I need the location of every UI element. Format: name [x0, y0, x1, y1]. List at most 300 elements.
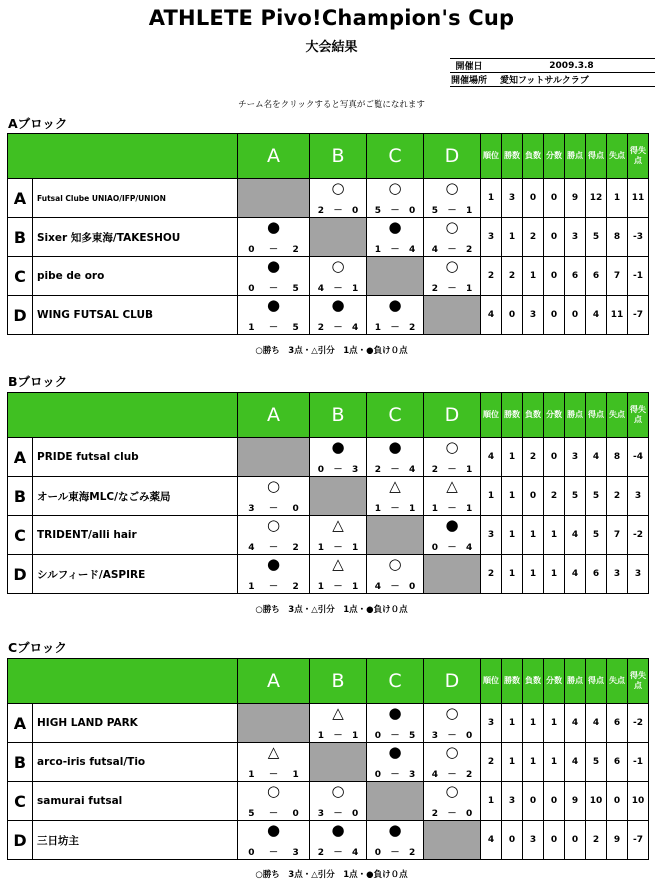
- stat-value: 11: [607, 296, 628, 335]
- stat-value: 2: [523, 218, 544, 257]
- score-dash: －: [447, 504, 457, 514]
- result-cell: [424, 743, 481, 782]
- self-match-cell: [424, 296, 481, 335]
- stat-header: 失点: [607, 134, 628, 179]
- score: [238, 323, 309, 333]
- column-header-c: C: [367, 393, 424, 438]
- score-against: 4: [465, 543, 473, 553]
- score-for: 1: [431, 504, 438, 514]
- loss-icon: ●: [266, 821, 281, 839]
- stat-value: 1: [544, 516, 565, 555]
- stat-header: 得失点: [628, 134, 649, 179]
- win-icon: ○: [331, 782, 345, 800]
- score-dash: －: [390, 770, 400, 780]
- block-title: Aブロック: [8, 116, 68, 131]
- score-dash: －: [390, 582, 400, 592]
- score: [238, 770, 309, 780]
- result-cell: [238, 555, 310, 594]
- venue-row: [450, 72, 655, 87]
- stat-value: -1: [628, 257, 649, 296]
- score-against: 0: [292, 504, 299, 514]
- column-header-b: B: [310, 659, 367, 704]
- stat-value: 4: [565, 743, 586, 782]
- stat-header: 負数: [523, 134, 544, 179]
- self-match-cell: [310, 218, 367, 257]
- result-cell: [310, 704, 367, 743]
- score-against: 1: [465, 504, 473, 514]
- result-cell: [424, 782, 481, 821]
- stat-value: 0: [502, 296, 523, 335]
- row-letter: C: [8, 782, 33, 821]
- score-for: 3: [248, 504, 255, 514]
- stat-value: 6: [586, 257, 607, 296]
- score-against: 1: [351, 731, 359, 741]
- stat-value: 5: [586, 516, 607, 555]
- score-dash: －: [268, 809, 278, 819]
- score-against: 2: [292, 245, 299, 255]
- score-dash: －: [447, 245, 457, 255]
- stat-header: 分数: [544, 659, 565, 704]
- stat-value: 4: [565, 516, 586, 555]
- self-match-cell: [367, 257, 424, 296]
- score: [424, 770, 480, 780]
- table-row: [8, 821, 649, 860]
- stat-value: 4: [586, 438, 607, 477]
- win-icon: ○: [445, 438, 459, 456]
- self-match-cell: [238, 704, 310, 743]
- self-match-cell: [367, 782, 424, 821]
- draw-icon: △: [389, 477, 401, 495]
- stat-value: 8: [607, 218, 628, 257]
- stat-value: 4: [565, 555, 586, 594]
- result-cell: [367, 477, 424, 516]
- score-against: 0: [465, 809, 473, 819]
- row-letter: A: [8, 438, 33, 477]
- stat-value: 3: [481, 218, 502, 257]
- row-letter: D: [8, 296, 33, 335]
- stat-value: -2: [628, 704, 649, 743]
- stat-value: 8: [607, 438, 628, 477]
- self-match-cell: [367, 516, 424, 555]
- score-dash: －: [447, 809, 457, 819]
- score: [367, 206, 423, 216]
- stat-value: 1: [502, 477, 523, 516]
- team-name-link[interactable]: シルフィード/ASPIRE: [33, 555, 238, 594]
- win-icon: ○: [445, 704, 459, 722]
- score: [238, 543, 309, 553]
- score-dash: －: [268, 848, 278, 858]
- score-against: 1: [351, 284, 359, 294]
- block-title: Bブロック: [8, 374, 68, 389]
- score-dash: －: [268, 245, 278, 255]
- result-cell: [424, 704, 481, 743]
- draw-icon: △: [332, 704, 344, 722]
- score: [424, 543, 480, 553]
- score: [310, 284, 366, 294]
- stat-value: 3: [565, 218, 586, 257]
- table-row: [8, 782, 649, 821]
- score-for: 2: [431, 284, 438, 294]
- team-name-link[interactable]: 三日坊主: [33, 821, 238, 860]
- stat-value: -4: [628, 438, 649, 477]
- result-legend: ○勝ち 3点・△引分 1点・●負け０点: [255, 870, 408, 880]
- column-header-b: B: [310, 393, 367, 438]
- row-letter: A: [8, 704, 33, 743]
- score: [367, 504, 423, 514]
- team-name-link[interactable]: arco-iris futsal/Tio: [33, 743, 238, 782]
- click-note: チーム名をクリックすると写真がご覧になれます: [238, 100, 425, 110]
- win-icon: ○: [445, 743, 459, 761]
- stat-value: 0: [544, 782, 565, 821]
- score-dash: －: [447, 770, 457, 780]
- stat-value: 11: [628, 179, 649, 218]
- score-for: 2: [317, 206, 324, 216]
- stat-value: 10: [628, 782, 649, 821]
- score-against: 1: [351, 543, 359, 553]
- stat-value: 5: [586, 477, 607, 516]
- stat-value: 6: [607, 704, 628, 743]
- self-match-cell: [310, 477, 367, 516]
- loss-icon: ●: [266, 218, 281, 236]
- stat-value: 4: [586, 704, 607, 743]
- stat-value: 0: [544, 179, 565, 218]
- score-against: 5: [292, 323, 299, 333]
- result-cell: [238, 218, 310, 257]
- score: [238, 582, 309, 592]
- score-for: 2: [431, 809, 438, 819]
- stat-value: 0: [607, 782, 628, 821]
- score-dash: －: [390, 323, 400, 333]
- stat-value: 6: [607, 743, 628, 782]
- score-dash: －: [333, 465, 343, 475]
- column-header-b: B: [310, 134, 367, 179]
- loss-icon: ●: [266, 257, 281, 275]
- result-cell: [367, 555, 424, 594]
- loss-icon: ●: [445, 516, 459, 534]
- stat-value: 0: [502, 821, 523, 860]
- table-row: [8, 257, 649, 296]
- score-for: 0: [374, 731, 381, 741]
- row-letter: B: [8, 218, 33, 257]
- stat-value: 0: [544, 218, 565, 257]
- score: [367, 465, 423, 475]
- loss-icon: ●: [331, 296, 345, 314]
- stat-header: 勝数: [502, 393, 523, 438]
- score-dash: －: [333, 848, 343, 858]
- score: [424, 245, 480, 255]
- score-for: 4: [317, 284, 324, 294]
- result-cell: [310, 516, 367, 555]
- score-for: 1: [374, 504, 381, 514]
- loss-icon: ●: [388, 704, 402, 722]
- result-cell: [367, 218, 424, 257]
- score-against: 2: [465, 245, 473, 255]
- stat-value: 2: [523, 438, 544, 477]
- result-cell: [310, 438, 367, 477]
- stat-header: 分数: [544, 134, 565, 179]
- score: [424, 465, 480, 475]
- score-for: 2: [317, 848, 324, 858]
- score-for: 0: [374, 770, 381, 780]
- stat-value: 3: [502, 179, 523, 218]
- stat-header: 勝点: [565, 659, 586, 704]
- stat-value: -2: [628, 516, 649, 555]
- stat-value: -1: [628, 743, 649, 782]
- loss-icon: ●: [331, 438, 345, 456]
- stat-value: 9: [565, 179, 586, 218]
- score-against: 3: [351, 465, 359, 475]
- stat-value: 1: [481, 179, 502, 218]
- stat-header: 分数: [544, 393, 565, 438]
- score-for: 2: [431, 465, 438, 475]
- score-dash: －: [447, 465, 457, 475]
- stat-value: 4: [481, 438, 502, 477]
- stat-header: 失点: [607, 393, 628, 438]
- header-row: [8, 659, 649, 704]
- stat-value: 9: [565, 782, 586, 821]
- score-dash: －: [268, 582, 278, 592]
- result-cell: [238, 782, 310, 821]
- score: [367, 582, 423, 592]
- stat-value: 1: [481, 782, 502, 821]
- row-letter: D: [8, 821, 33, 860]
- result-cell: [424, 516, 481, 555]
- date-value: 2009.3.8: [549, 60, 594, 71]
- score-dash: －: [268, 323, 278, 333]
- score-against: 1: [465, 284, 473, 294]
- score-dash: －: [333, 206, 343, 216]
- header-corner: [8, 393, 238, 438]
- team-name-link[interactable]: PRIDE futsal club: [33, 438, 238, 477]
- score-dash: －: [390, 848, 400, 858]
- column-header-d: D: [424, 659, 481, 704]
- team-name-link[interactable]: Sixer 知多東海/TAKESHOU: [33, 218, 238, 257]
- score-for: 1: [317, 582, 324, 592]
- table-row: [8, 704, 649, 743]
- stat-value: 0: [523, 782, 544, 821]
- result-cell: [238, 257, 310, 296]
- score-against: 4: [351, 848, 359, 858]
- score-for: 1: [374, 245, 381, 255]
- stat-value: 0: [565, 821, 586, 860]
- score-dash: －: [390, 465, 400, 475]
- score: [424, 284, 480, 294]
- score: [310, 848, 366, 858]
- header-row: [8, 393, 649, 438]
- score-dash: －: [447, 543, 457, 553]
- stat-value: 0: [544, 438, 565, 477]
- result-cell: [424, 477, 481, 516]
- table-row: [8, 179, 649, 218]
- column-header-d: D: [424, 393, 481, 438]
- stat-value: 3: [481, 516, 502, 555]
- self-match-cell: [310, 743, 367, 782]
- team-name-link[interactable]: HIGH LAND PARK: [33, 704, 238, 743]
- stat-header: 順位: [481, 659, 502, 704]
- loss-icon: ●: [388, 296, 402, 314]
- stat-header: 順位: [481, 134, 502, 179]
- result-cell: [367, 438, 424, 477]
- score-dash: －: [447, 284, 457, 294]
- score-dash: －: [333, 582, 343, 592]
- win-icon: ○: [445, 782, 459, 800]
- score: [238, 809, 309, 819]
- score-dash: －: [268, 543, 278, 553]
- stat-value: 12: [586, 179, 607, 218]
- stat-header: 得点: [586, 393, 607, 438]
- team-name-link[interactable]: WING FUTSAL CLUB: [33, 296, 238, 335]
- column-header-c: C: [367, 659, 424, 704]
- team-name-link[interactable]: samurai futsal: [33, 782, 238, 821]
- result-cell: [310, 257, 367, 296]
- result-cell: [238, 516, 310, 555]
- score-for: 1: [248, 323, 255, 333]
- table-row: [8, 555, 649, 594]
- stat-value: 7: [607, 516, 628, 555]
- stat-header: 負数: [523, 393, 544, 438]
- stat-value: 9: [607, 821, 628, 860]
- score-against: 2: [408, 848, 416, 858]
- score-dash: －: [333, 809, 343, 819]
- score-for: 1: [374, 323, 381, 333]
- venue-label: 開催場所: [450, 76, 487, 86]
- stat-value: 3: [481, 704, 502, 743]
- draw-icon: △: [332, 516, 344, 534]
- table-row: [8, 438, 649, 477]
- draw-icon: △: [332, 555, 344, 573]
- stat-header: 勝数: [502, 134, 523, 179]
- score: [310, 582, 366, 592]
- stat-value: 2: [544, 477, 565, 516]
- stat-value: 2: [481, 743, 502, 782]
- stat-value: 3: [628, 555, 649, 594]
- result-cell: [238, 821, 310, 860]
- self-match-cell: [424, 821, 481, 860]
- win-icon: ○: [266, 782, 281, 800]
- stat-value: 5: [565, 477, 586, 516]
- stat-value: 1: [544, 555, 565, 594]
- team-name-link[interactable]: オール東海MLC/なごみ薬局: [33, 477, 238, 516]
- team-name-link[interactable]: Futsal Clube UNIAO/IFP/UNION: [33, 179, 238, 218]
- score-against: 2: [292, 543, 299, 553]
- score-for: 1: [248, 770, 255, 780]
- score-for: 2: [374, 465, 381, 475]
- self-match-cell: [238, 179, 310, 218]
- score-against: 1: [465, 465, 473, 475]
- stat-value: 1: [502, 218, 523, 257]
- score-against: 5: [408, 731, 416, 741]
- score-against: 0: [465, 731, 473, 741]
- score-against: 2: [292, 582, 299, 592]
- row-letter: B: [8, 743, 33, 782]
- win-icon: ○: [388, 555, 402, 573]
- score-against: 0: [351, 206, 359, 216]
- stat-value: 1: [481, 477, 502, 516]
- score: [424, 731, 480, 741]
- win-icon: ○: [445, 179, 459, 197]
- score: [424, 206, 480, 216]
- stat-value: 4: [481, 296, 502, 335]
- stat-value: 3: [607, 555, 628, 594]
- score-against: 2: [408, 323, 416, 333]
- score-against: 1: [408, 504, 416, 514]
- score-against: 1: [351, 582, 359, 592]
- score-dash: －: [333, 543, 343, 553]
- score-against: 4: [351, 323, 359, 333]
- stat-value: 1: [544, 704, 565, 743]
- stat-value: 2: [607, 477, 628, 516]
- league-table: [7, 392, 649, 594]
- win-icon: ○: [388, 179, 402, 197]
- stat-value: 1: [502, 704, 523, 743]
- score-against: 0: [408, 206, 416, 216]
- stat-value: 1: [523, 704, 544, 743]
- stat-value: 5: [586, 743, 607, 782]
- draw-icon: △: [446, 477, 458, 495]
- score: [367, 770, 423, 780]
- result-cell: [238, 296, 310, 335]
- score: [238, 848, 309, 858]
- stat-value: 4: [565, 704, 586, 743]
- header-corner: [8, 659, 238, 704]
- score-for: 0: [374, 848, 381, 858]
- stat-value: 2: [481, 257, 502, 296]
- self-match-cell: [238, 438, 310, 477]
- stat-value: 0: [544, 821, 565, 860]
- score-for: 0: [248, 284, 255, 294]
- team-name-link[interactable]: pibe de oro: [33, 257, 238, 296]
- stat-value: 6: [586, 555, 607, 594]
- result-legend: ○勝ち 3点・△引分 1点・●負け０点: [255, 346, 408, 356]
- score-dash: －: [390, 504, 400, 514]
- result-cell: [310, 179, 367, 218]
- score-dash: －: [333, 323, 343, 333]
- score: [310, 809, 366, 819]
- result-cell: [367, 743, 424, 782]
- result-cell: [238, 477, 310, 516]
- result-cell: [424, 257, 481, 296]
- win-icon: ○: [331, 179, 345, 197]
- stat-header: 得失点: [628, 659, 649, 704]
- team-name-link[interactable]: TRIDENT/alli hair: [33, 516, 238, 555]
- header-corner: [8, 134, 238, 179]
- score: [310, 731, 366, 741]
- score-for: 0: [317, 465, 324, 475]
- score-for: 1: [248, 582, 255, 592]
- row-letter: C: [8, 257, 33, 296]
- score-for: 5: [248, 809, 255, 819]
- header-row: [8, 134, 649, 179]
- event-info: [450, 58, 655, 87]
- stat-value: 1: [607, 179, 628, 218]
- loss-icon: ●: [331, 821, 345, 839]
- score-against: 0: [351, 809, 359, 819]
- stat-value: 0: [544, 296, 565, 335]
- loss-icon: ●: [266, 296, 281, 314]
- result-cell: [367, 179, 424, 218]
- stat-value: 1: [502, 743, 523, 782]
- score: [238, 284, 309, 294]
- score-against: 3: [292, 848, 299, 858]
- score-for: 5: [431, 206, 438, 216]
- stat-value: 10: [586, 782, 607, 821]
- stat-value: 4: [586, 296, 607, 335]
- score-for: 3: [317, 809, 324, 819]
- row-letter: C: [8, 516, 33, 555]
- stat-value: 2: [502, 257, 523, 296]
- win-icon: ○: [266, 516, 281, 534]
- result-cell: [310, 296, 367, 335]
